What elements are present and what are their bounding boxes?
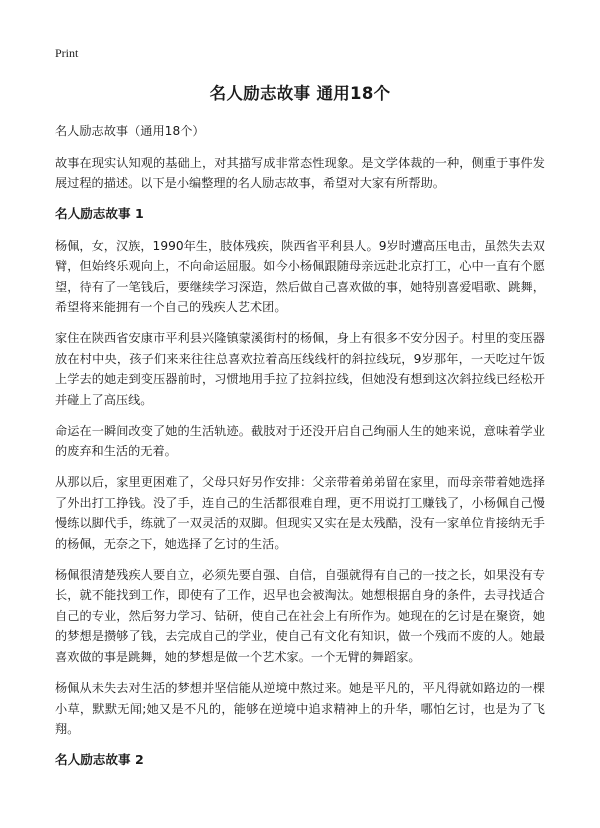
section-1-paragraph-1: 杨佩，女，汉族，1990年生，肢体残疾，陕西省平利县人。9岁时遭高压电击，虽然失去双臂，但始终乐观向上，不向命运屈服。如今小杨佩跟随母亲远赴北京打工，心中一直有个愿望，待有了一笔钱后，要继续学习深造，然后做自己喜欢做的事，她特别喜爱唱歌、跳舞，希望将来能拥有一个自己的残疾人艺术团。 [55,238,545,315]
section-1-paragraph-4: 从那以后，家里更困难了，父母只好另作安排：父亲带着弟弟留在家里，而母亲带着她选择了外出打工挣钱。没了手，连自己的生活都很难自理，更不用说打工赚钱了，小杨佩自己慢慢练以脚代手，练就了一双灵活的双脚。但现实又实在是太残酷，没有一家单位肯接纳无手的杨佩，无奈之下，她选择了乞讨的生活。 [55,475,545,551]
article-body [55,121,545,782]
section-1-paragraph-6: 杨佩从未失去对生活的梦想并坚信能从逆境中熬过来。她是平凡的，平凡得就如路边的一棵小草，默默无闻;她又是不凡的，能够在逆境中追求精神上的升华，哪怕乞讨，也是为了飞翔。 [55,681,545,737]
article-subtitle: 名人励志故事（通用18个） [55,124,205,138]
section-1-paragraph-3: 命运在一瞬间改变了她的生活轨迹。截肢对于还没开启自己绚丽人生的她来说，意味着学业的废弃和生活的无着。 [55,423,545,459]
section-1-paragraph-2: 家住在陕西省安康市平利县兴隆镇蒙溪街村的杨佩，身上有很多不安分因子。村里的变压器放在村中央，孩子们来来往往总喜欢拉着高压线线杆的斜拉线玩，9岁那年，一天吃过午饭上学去的她走到变压器前时，习惯地用手拉了拉斜拉线，但她没有想到这次斜拉线已经松开并碰上了高压线。 [55,331,545,407]
section-heading-1: 名人励志故事 1 [55,206,144,222]
page-title: 名人励志故事 通用18个 [209,84,391,103]
intro-paragraph: 故事在现实认知观的基础上，对其描写成非常态性现象。是文学体裁的一种，侧重于事件发展过程的描述。以下是小编整理的名人励志故事，希望对大家有所帮助。 [55,155,545,190]
print-link[interactable]: Print [55,46,79,60]
section-heading-2: 名人励志故事 2 [55,752,144,768]
section-1-paragraph-5: 杨佩很清楚残疾人要自立，必须先要自强、自信，自强就得有自己的一技之长，如果没有专长，就不能找到工作，即使有了工作，迟早也会被淘汰。她想根据自身的条件，去寻找适合自己的专业，然后努力学习、钻研，使自己在社会上有所作为。她现在的乞讨是在聚资，她的梦想是攒够了钱，去完成自己的学业，使自己有文化有知识，做一个残而不废的人。她最喜欢做的事是跳舞，她的梦想是做一个艺术家。一个无臂的舞蹈家。 [55,567,545,664]
